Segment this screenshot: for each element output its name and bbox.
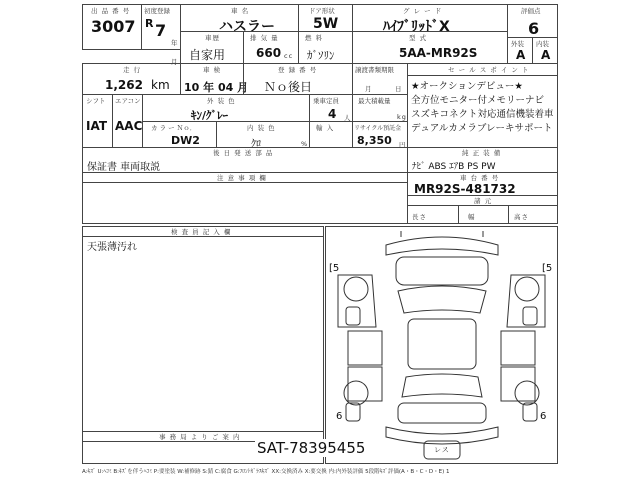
chassis-number: MR92S-481732 [414, 182, 516, 196]
doors: 5W [313, 16, 339, 32]
equipment-label: 純 正 装 備 [462, 149, 502, 157]
car-diagram [326, 227, 557, 463]
type-value: 自家用 [189, 48, 226, 62]
reg-no: Ｎｏ後日 [264, 80, 313, 94]
first-reg-label: 初度登録 [144, 7, 170, 15]
transfer-month: 月 [365, 85, 373, 93]
grade-label: グ レ ー ド [403, 7, 443, 15]
model-cell [352, 31, 508, 64]
score-label: 評価点 [521, 7, 541, 15]
car-name: ハスラー [219, 19, 275, 35]
tire-front-left: [5 [329, 263, 340, 274]
sales-point-line: 全方位モニター付メモリーナビ [411, 95, 545, 106]
color-cell [142, 94, 310, 122]
transfer-cell [352, 63, 408, 95]
inspector-label: 検 査 員 記 入 欄 [171, 228, 232, 236]
notes-box [82, 172, 408, 224]
ext-grade: A [516, 48, 526, 62]
cc-unit: cc [284, 52, 294, 60]
shift: IAT [86, 119, 108, 133]
recycle-cell [352, 121, 408, 148]
color-no-cell [142, 121, 217, 148]
shift-label: シフト [86, 97, 106, 105]
sales-point-line: デュアルカメラブレーキサポート [411, 123, 553, 134]
ext-label: 外装 [511, 40, 524, 48]
model-label: 型 式 [409, 34, 428, 42]
grade: ﾊｲﾌﾞﾘｯﾄﾞX [383, 19, 450, 35]
transfer-day: 日 [395, 85, 403, 93]
car-diagram-box [325, 226, 558, 464]
equipment-box [407, 147, 558, 173]
score-cell [507, 4, 558, 38]
capacity-unit: 人 [344, 114, 352, 122]
fuel-cell [298, 31, 353, 64]
import-label: 輸 入 [316, 124, 335, 132]
first-reg-cell [141, 4, 181, 66]
type-cell [180, 31, 244, 64]
spare-tire: レス [434, 446, 450, 454]
pct-unit: % [301, 140, 309, 148]
int-color-label: 内 装 色 [247, 124, 276, 132]
office-label: 事 務 局 よ り ご 案 内 [159, 433, 241, 441]
chassis-label: 車 台 番 号 [460, 174, 500, 182]
fuel: ｶﾞｿﾘﾝ [307, 49, 335, 62]
reg-no-label: 登 録 番 号 [278, 66, 318, 74]
later-parts: 保証書 車両取説 [87, 162, 161, 173]
transfer-label: 譲渡書類期限 [355, 66, 394, 74]
type-label: 車歴 [205, 34, 220, 42]
displacement-cell [243, 31, 299, 64]
displacement: 660 [256, 46, 282, 60]
year-suffix: 年 [171, 39, 179, 47]
mileage-cell [82, 63, 181, 95]
length-label: 長さ [412, 213, 427, 221]
lot-number: 3007 [91, 17, 136, 36]
color-no: DW2 [171, 134, 200, 147]
dimensions-label: 諸 元 [474, 197, 493, 205]
inspection: 10 年 04 月 [184, 81, 249, 94]
mileage: 1,262 [105, 78, 143, 92]
lot-label: 出 品 番 号 [91, 7, 131, 15]
km-unit: km [151, 78, 170, 92]
capacity-cell [309, 94, 353, 122]
ext-grade-cell [507, 37, 533, 64]
doors-label: ドア形状 [309, 7, 335, 15]
yen-unit: 円 [399, 141, 407, 149]
fuel-label: 燃 料 [305, 34, 324, 42]
month-suffix: 月 [171, 58, 179, 66]
doors-cell [298, 4, 353, 32]
mileage-label: 走 行 [123, 66, 142, 74]
later-parts-label: 後 日 発 送 部 品 [213, 149, 274, 157]
color-label: 外 装 色 [207, 97, 236, 105]
width-label: 幅 [468, 213, 476, 221]
model: 5AA-MR92S [399, 46, 478, 60]
inspection-cell [180, 63, 249, 95]
recycle-label: リサイクル預託金 [354, 125, 402, 132]
load-label: 最大積載量 [358, 97, 391, 105]
tire-front-right: [5 [542, 263, 553, 274]
capacity-label: 乗車定員 [313, 97, 339, 105]
sales-point-line: ★オークションデビュー★ [411, 81, 523, 92]
ac: AAC [115, 119, 143, 133]
notes-label: 注 意 事 項 欄 [217, 174, 267, 182]
score: 6 [528, 19, 540, 38]
capacity: 4 [328, 107, 337, 121]
shift-cell [82, 94, 113, 148]
displacement-label: 排 気 量 [250, 34, 279, 42]
sales-point-box [407, 63, 558, 148]
car-name-label: 車 名 [231, 7, 250, 15]
color: ｷﾝ/ｸﾞﾚｰ [191, 109, 229, 122]
height-label: 高さ [514, 213, 529, 221]
ac-label: エアコン [115, 97, 141, 105]
later-parts-box [82, 147, 408, 173]
load-cell [352, 94, 408, 122]
import-cell [309, 121, 353, 148]
sat-code: SAT-78395455 [257, 439, 366, 457]
car-name-cell [180, 4, 299, 35]
year: 7 [155, 21, 167, 40]
sales-point-label: セ ー ル ス ポ イ ン ト [448, 66, 530, 74]
tire-rear-right: 6 [540, 411, 547, 422]
equipment: ﾅﾋﾞ ABS ｴｱB PS PW [412, 162, 496, 172]
int-label: 内装 [536, 40, 549, 48]
era: R [145, 17, 154, 30]
load-unit: kg [397, 113, 407, 121]
legend: A:ｷｽﾞ U:ﾍｺﾐ B:ｷｽﾞを伴うﾍｺﾐ P:要塗装 W:補修跡 S:錆 C:腐食 G:ﾌﾛﾝﾄｶﾞﾗｽｷｽﾞ XX:交換済み X:要交換 内:内外装評価 5段階ｷｽﾞ評価(A・B・C・D・E) 1 [82, 469, 450, 475]
int-grade-cell [532, 37, 558, 64]
lot-number-cell [82, 4, 142, 50]
dimensions-box [407, 195, 558, 224]
reg-no-cell [243, 63, 353, 95]
inspector-box [82, 226, 324, 432]
tire-rear-left: 6 [336, 411, 343, 422]
int-grade: A [541, 48, 551, 62]
int-color-cell [216, 121, 310, 148]
inspector-note: 天張薄汚れ [87, 242, 137, 253]
inspection-label: 車 検 [203, 66, 222, 74]
sales-point-line: スズキコネクト対応通信機装着車 [411, 109, 554, 120]
chassis-box [407, 172, 558, 196]
ac-cell [112, 94, 143, 148]
color-no-label: カ ラ ー Ｎｏ． [151, 124, 197, 132]
grade-cell [352, 4, 508, 35]
recycle: 8,350 [357, 134, 392, 147]
int-color: ｸﾛ [251, 139, 261, 150]
